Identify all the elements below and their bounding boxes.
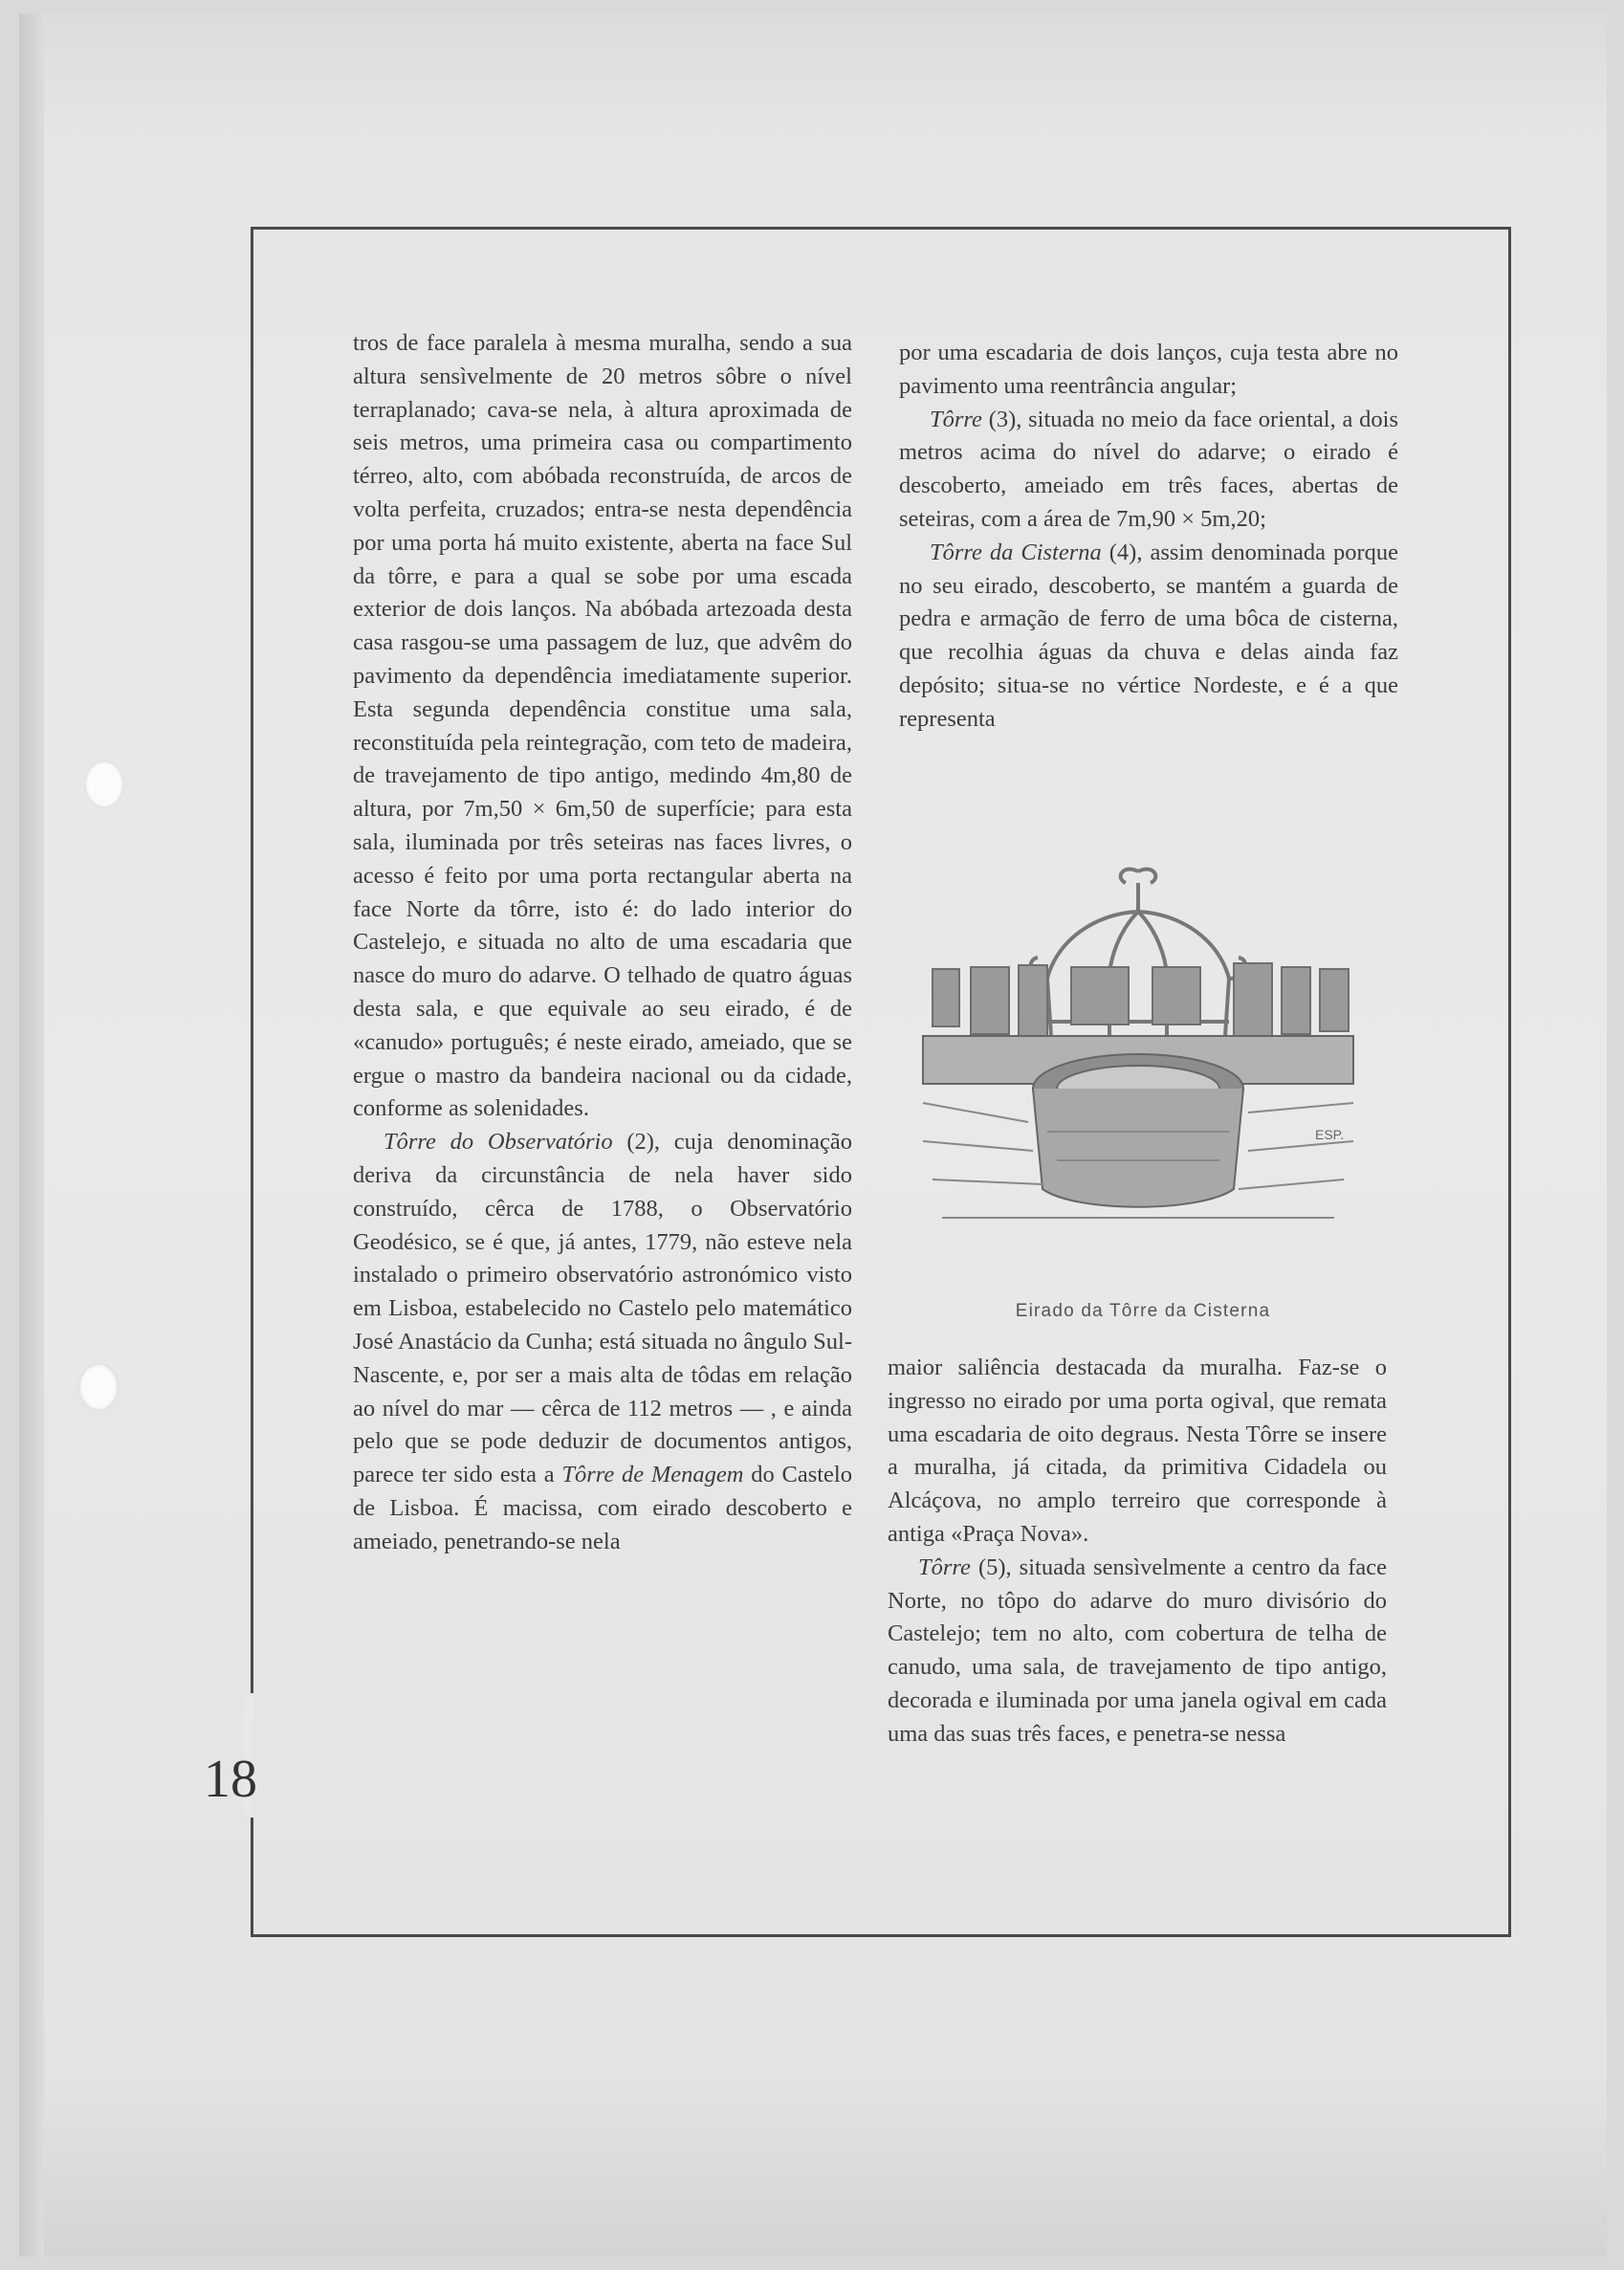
- right-paragraph-3: [899, 537, 1398, 737]
- right-paragraph-3-text: (4), assim denominada porque no seu eirado, descoberto, se mantém a guarda de pedra e armação de ferro de uma bôca de cisterna, que recolhia águas da chuva e delas ainda faz depósito; situa-se no vértice Nordeste, e é a que representa: [899, 539, 1398, 732]
- right-column-top: [899, 337, 1398, 737]
- left-paragraph-2: [353, 1126, 852, 1558]
- right-paragraph-1: por uma escadaria de dois lanços, cuja testa abre no pavimento uma reentrância angular;: [899, 340, 1398, 399]
- punch-hole-top: [84, 760, 124, 808]
- illustration-caption: Eirado da Tôrre da Cisterna: [1015, 1301, 1271, 1321]
- left-paragraph-2-end: do Castelo de Lisboa. É macissa, com eirado descoberto e ameiado, penetrando-se nela: [353, 1462, 852, 1554]
- left-column: [353, 327, 852, 1558]
- illustration-signature: ESP.: [1315, 1127, 1345, 1142]
- punch-hole-bottom: [78, 1363, 119, 1411]
- right-paragraph-2-text: (3), situada no meio da face oriental, a dois metros acima do nível do adarve; o eirado é descoberto, ameiado em três faces, abertas de seteiras, com a área de 7m,90 × 5m,20;: [899, 406, 1398, 532]
- right-column-bottom: [888, 1352, 1387, 1752]
- right-paragraph-2: [899, 404, 1398, 537]
- tower-3-title: Tôrre: [930, 406, 982, 432]
- cistern-well-illustration: [913, 854, 1363, 1246]
- scan-left-edge: [19, 13, 44, 2257]
- tower-cisterna-title: Tôrre da Cisterna: [930, 539, 1102, 565]
- tower-5-title: Tôrre: [918, 1554, 971, 1580]
- right-bottom-paragraph-1: maior saliência destacada da muralha. Faz-se o ingresso no eirado por uma porta ogival, que remata uma escadaria de oito degraus. Nesta Tôrre se insere a muralha, já citada, da primitiva Cidadela ou Alcáçova, no amplo terreiro que corresponde à antiga «Praça Nova».: [888, 1355, 1387, 1547]
- right-bottom-paragraph-2: [888, 1552, 1387, 1752]
- left-paragraph-2-text: (2), cuja denominação deriva da circunstância de nela haver sido construído, cêrca de 1788, o Observatório Geodésico, se é que, já antes, 1779, não esteve nela instalado o primeiro observatório astronómico visto em Lisboa, estabelecido no Castelo pelo matemático José Anastácio da Cunha; está situada no ângulo Sul-Nascente, e, por ser a mais alta de tôdas em relação ao nível do mar — cêrca de 112 metros — , e ainda pelo que se pode deduzir de documentos antigos, parece ter sido esta a: [353, 1129, 852, 1488]
- page-number: 18: [204, 1750, 257, 1809]
- tower-observatory-title: Tôrre do Observatório: [384, 1129, 613, 1156]
- tower-menagem-title: Tôrre de Menagem: [561, 1462, 744, 1488]
- right-bottom-paragraph-2-text: (5), situada sensìvelmente a centro da face Norte, no tôpo do adarve do muro divisório do Castelejo; tem no alto, com cobertura de telha de canudo, uma sala, de travejamento de tipo antigo, decorada e iluminada por uma janela ogival em cada uma das suas três faces, e penetra-se nessa: [888, 1554, 1387, 1747]
- left-paragraph-1: tros de face paralela à mesma muralha, sendo a sua altura sensìvelmente de 20 metros sôbre o nível terraplanado; cava-se nela, à altura aproximada de seis metros, uma primeira casa ou compartimento térreo, alto, com abóbada reconstruída, de arcos de volta perfeita, cruzados; entra-se nesta dependência por uma porta há muito existente, aberta na face Sul da tôrre, e para a qual se sobe por uma escada exterior de dois lanços. Na abóbada artezoada desta casa rasgou-se uma passagem de luz, que advêm do pavimento da dependência imediatamente superior. Esta segunda dependência constitue uma sala, reconstituída pela reintegração, com teto de madeira, de travejamento de tipo antigo, medindo 4m,80 de altura, por 7m,50 × 6m,50 de superfície; para esta sala, iluminada por três seteiras nas faces livres, o acesso é feito por uma porta rectangular aberta na face Norte da tôrre, isto é: do lado interior do Castelejo, e situada no alto de uma escadaria que nasce do muro do adarve. O telhado de quatro águas desta sala, e que equivale ao seu eirado, é de «canudo» português; é neste eirado, ameiado, que se ergue o mastro da bandeira nacional ou da cidade, conforme as solenidades.: [353, 330, 852, 1122]
